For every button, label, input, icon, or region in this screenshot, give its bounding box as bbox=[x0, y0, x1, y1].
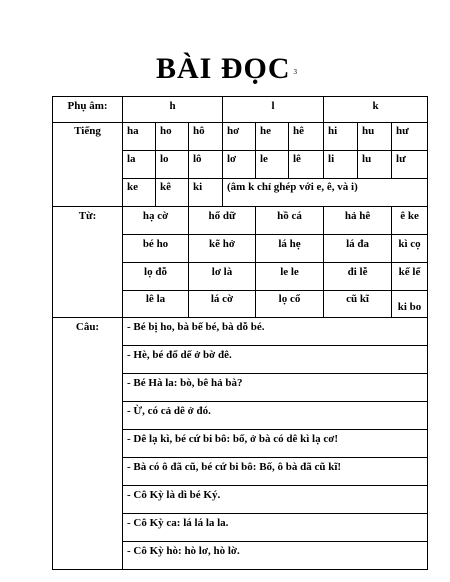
sentence-cell: - Cô Kỳ ca: lá lá la la. bbox=[123, 514, 428, 542]
word-cell: cũ kĩ bbox=[324, 291, 392, 318]
word-row bbox=[53, 207, 428, 235]
syllable-cell: hơ bbox=[223, 123, 256, 151]
word-cell: hồ cá bbox=[256, 207, 324, 235]
sentence-cell: - Cô Kỳ hò: hò lơ, hò lờ. bbox=[123, 542, 428, 570]
word-cell: bé ho bbox=[123, 235, 189, 263]
syllable-cell: hê bbox=[289, 123, 324, 151]
sentence-cell: - Dê lạ kì, bé cứ bi bô: bố, ở bà có dê kì lạ cơ! bbox=[123, 430, 428, 458]
syllable-cell: hô bbox=[189, 123, 223, 151]
sentence-cell: - Bà có ô đã cũ, bé cứ bi bô: Bố, ô bà đã cũ kĩ! bbox=[123, 458, 428, 486]
word-cell: lọ cổ bbox=[256, 291, 324, 318]
word-cell: lê la bbox=[123, 291, 189, 318]
syllable-label: Tiếng bbox=[53, 123, 123, 207]
word-cell: lơ là bbox=[189, 263, 256, 291]
syllable-cell: li bbox=[324, 151, 358, 179]
syllable-cell: hu bbox=[358, 123, 392, 151]
sentence-cell: - Ừ, có cả dê ở đó. bbox=[123, 402, 428, 430]
syllable-cell: le bbox=[256, 151, 289, 179]
word-label: Từ: bbox=[53, 207, 123, 318]
word-cell: le le bbox=[256, 263, 324, 291]
sentence-cell: - Bé bị ho, bà bế bé, bà dỗ bé. bbox=[123, 318, 428, 346]
consonant-label: Phụ âm: bbox=[53, 97, 123, 123]
word-cell: lá cờ bbox=[189, 291, 256, 318]
word-cell: lá đa bbox=[324, 235, 392, 263]
word-cell: ê ke bbox=[392, 207, 428, 235]
title-block bbox=[0, 52, 450, 86]
word-cell: kì cọ bbox=[392, 235, 428, 263]
syllable-cell: ha bbox=[123, 123, 156, 151]
syllable-cell: lơ bbox=[223, 151, 256, 179]
syllable-cell: lư bbox=[392, 151, 428, 179]
word-cell: hả hê bbox=[324, 207, 392, 235]
syllable-cell: he bbox=[256, 123, 289, 151]
syllable-cell: ke bbox=[123, 179, 156, 207]
syllable-cell: lu bbox=[358, 151, 392, 179]
page-title: BÀI ĐỌC bbox=[155, 52, 291, 85]
word-cell: lọ đỗ bbox=[123, 263, 189, 291]
sentence-cell: - Bé Hà la: bò, bê hả bà? bbox=[123, 374, 428, 402]
syllable-cell: la bbox=[123, 151, 156, 179]
consonant-cell: k bbox=[324, 97, 428, 123]
word-cell bbox=[392, 291, 428, 318]
syllable-cell: lê bbox=[289, 151, 324, 179]
sentence-cell: - Hè, bé đổ dế ở bờ đê. bbox=[123, 346, 428, 374]
syllable-row bbox=[53, 123, 428, 151]
consonant-cell: h bbox=[123, 97, 223, 123]
sentence-label: Câu: bbox=[53, 318, 123, 570]
syllable-cell: lo bbox=[156, 151, 189, 179]
page-number: 3 bbox=[293, 68, 297, 76]
syllable-note: (âm k chỉ ghép với e, ê, và i) bbox=[223, 179, 428, 207]
syllable-cell: ho bbox=[156, 123, 189, 151]
word-cell: hổ dữ bbox=[189, 207, 256, 235]
syllable-cell: lô bbox=[189, 151, 223, 179]
word-cell: lá hẹ bbox=[256, 235, 324, 263]
syllable-cell: hi bbox=[324, 123, 358, 151]
word-cell: đi lễ bbox=[324, 263, 392, 291]
word-cell: kể lể bbox=[392, 263, 428, 291]
consonant-row bbox=[53, 97, 428, 123]
sentence-row bbox=[53, 318, 428, 346]
word-cell-text: ki bo bbox=[397, 301, 422, 313]
word-cell: hạ cờ bbox=[123, 207, 189, 235]
word-cell: kẽ hở bbox=[189, 235, 256, 263]
sentence-cell: - Cô Kỳ là dì bé Ký. bbox=[123, 486, 428, 514]
reading-table bbox=[52, 96, 428, 570]
syllable-cell: kê bbox=[156, 179, 189, 207]
syllable-cell: ki bbox=[189, 179, 223, 207]
syllable-cell: hư bbox=[392, 123, 428, 151]
consonant-cell: l bbox=[223, 97, 324, 123]
